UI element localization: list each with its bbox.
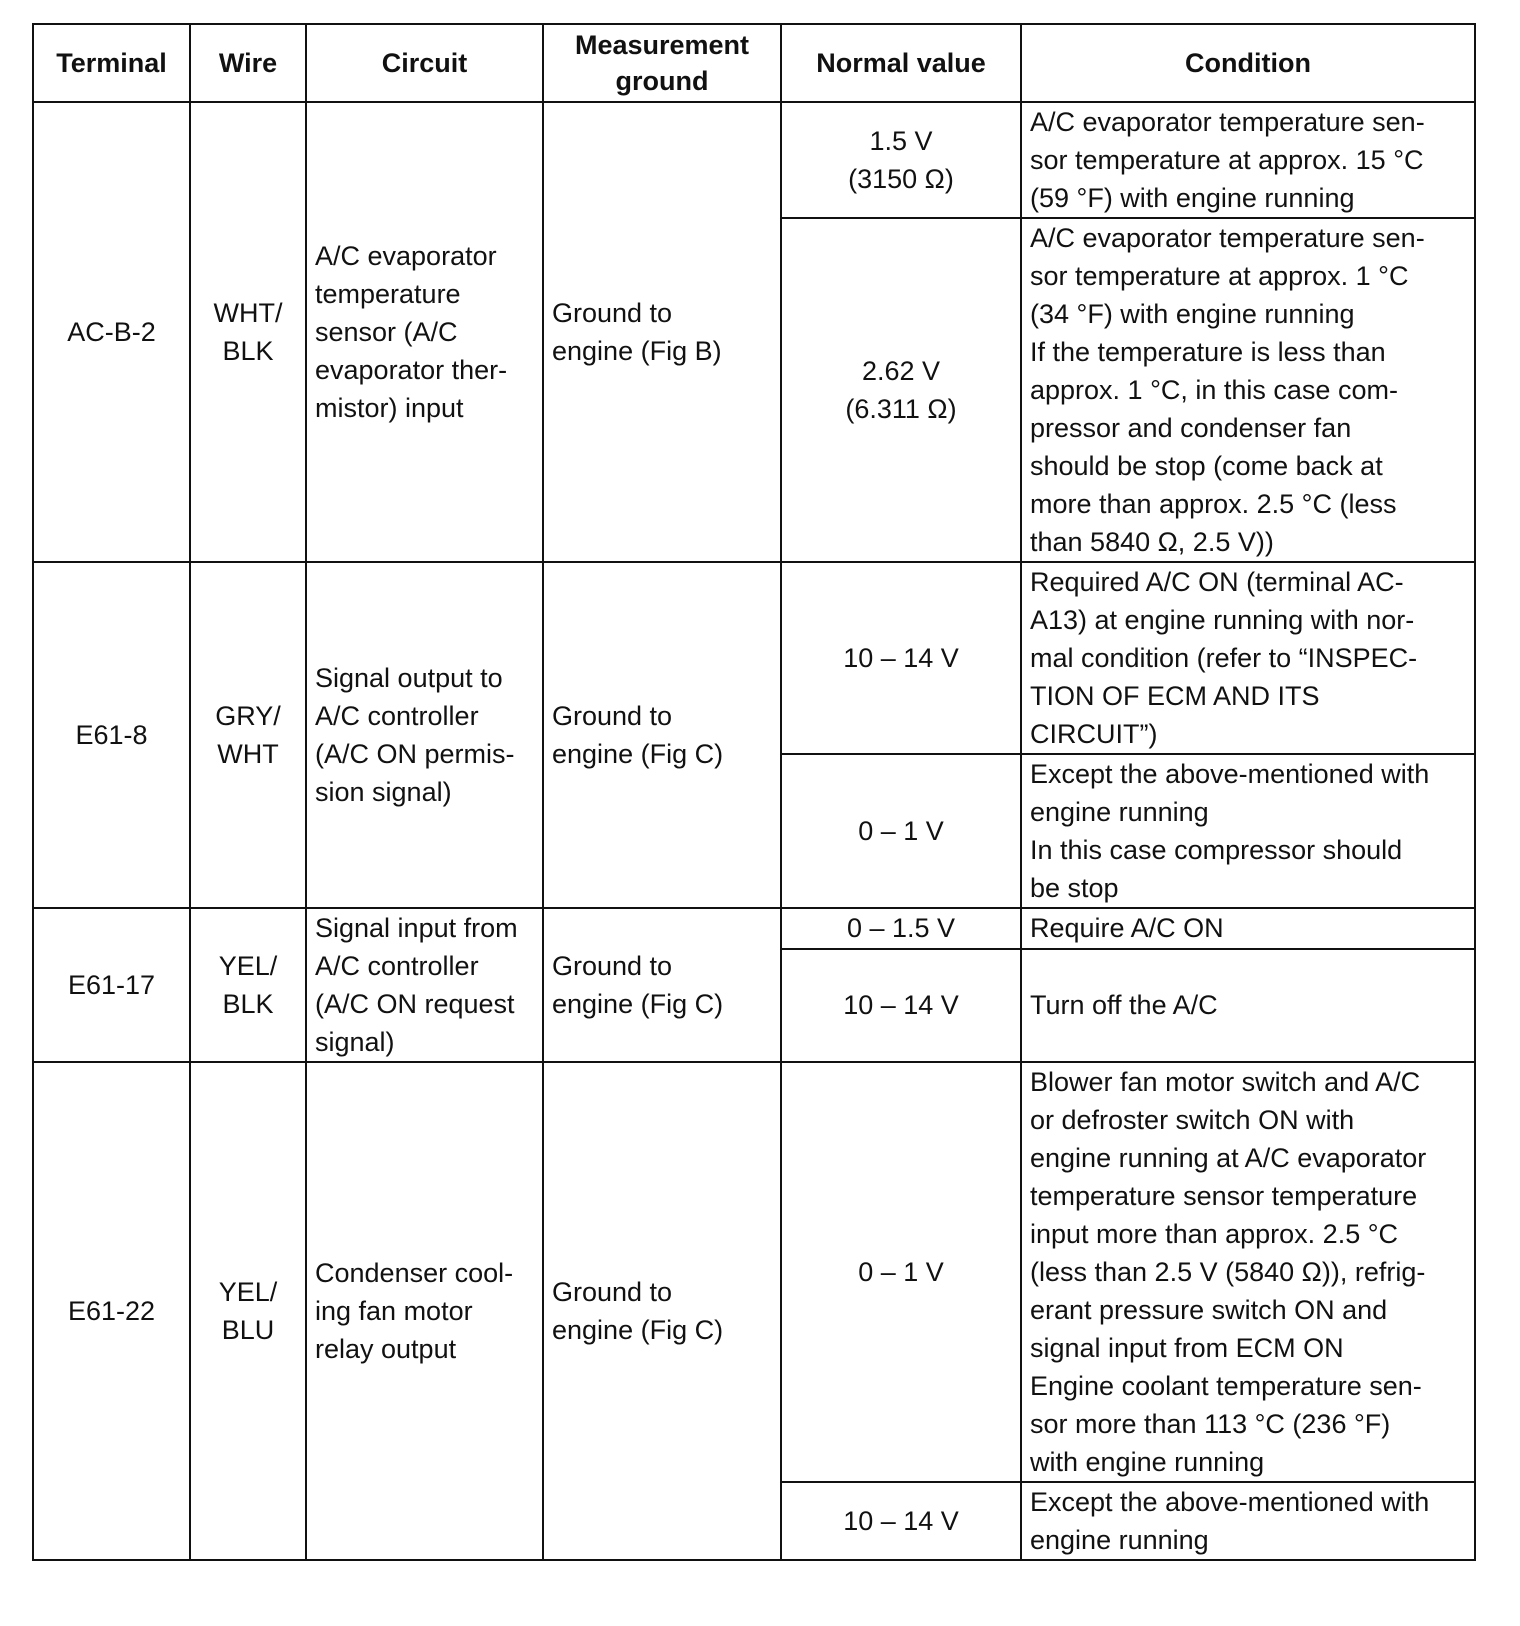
header-circuit: Circuit	[306, 24, 543, 102]
wire-cell: WHT/ BLK	[190, 102, 306, 562]
condition-cell: Turn off the A/C	[1021, 949, 1475, 1062]
circuit-cell: Condenser cool- ing fan motor relay output	[306, 1062, 543, 1560]
ground-cell: Ground to engine (Fig C)	[543, 908, 781, 1062]
circuit-cell: A/C evaporator temperature sensor (A/C evaporator ther- mistor) input	[306, 102, 543, 562]
table-row	[33, 562, 1475, 754]
header-normal-value: Normal value	[781, 24, 1021, 102]
circuit-cell: Signal input from A/C controller (A/C ON request signal)	[306, 908, 543, 1062]
value-cell: 10 – 14 V	[781, 562, 1021, 754]
header-terminal: Terminal	[33, 24, 190, 102]
value-cell: 2.62 V (6.311 Ω)	[781, 218, 1021, 562]
value-cell: 10 – 14 V	[781, 949, 1021, 1062]
wire-cell: YEL/ BLU	[190, 1062, 306, 1560]
table-row	[33, 1062, 1475, 1482]
terminal-cell: E61-8	[33, 562, 190, 908]
wire-cell: GRY/ WHT	[190, 562, 306, 908]
condition-cell: Blower fan motor switch and A/C or defroster switch ON with engine running at A/C evaporator temperature sensor temperature input more than approx. 2.5 °C (less than 2.5 V (5840 Ω)), refrig- erant pressure switch ON and signal input from ECM ON Engine coolant temperature sen- sor more than 113 °C (236 °F) with engine running	[1021, 1062, 1475, 1482]
wire-cell: YEL/ BLK	[190, 908, 306, 1062]
header-condition: Condition	[1021, 24, 1475, 102]
ground-cell: Ground to engine (Fig C)	[543, 562, 781, 908]
value-cell: 0 – 1.5 V	[781, 908, 1021, 949]
header-measurement-ground: Measurement ground	[543, 24, 781, 102]
table-row	[33, 102, 1475, 218]
terminal-spec-table	[32, 23, 1476, 1561]
condition-cell: Required A/C ON (terminal AC- A13) at engine running with nor- mal condition (refer to “INSPEC- TION OF ECM AND ITS CIRCUIT”)	[1021, 562, 1475, 754]
ground-cell: Ground to engine (Fig C)	[543, 1062, 781, 1560]
terminal-cell: E61-17	[33, 908, 190, 1062]
circuit-cell: Signal output to A/C controller (A/C ON permis- sion signal)	[306, 562, 543, 908]
condition-cell: A/C evaporator temperature sen- sor temperature at approx. 15 °C (59 °F) with engine running	[1021, 102, 1475, 218]
value-cell: 10 – 14 V	[781, 1482, 1021, 1560]
ground-cell: Ground to engine (Fig B)	[543, 102, 781, 562]
table-row	[33, 908, 1475, 949]
value-cell: 1.5 V (3150 Ω)	[781, 102, 1021, 218]
terminal-cell: E61-22	[33, 1062, 190, 1560]
value-cell: 0 – 1 V	[781, 1062, 1021, 1482]
condition-cell: Require A/C ON	[1021, 908, 1475, 949]
condition-cell: A/C evaporator temperature sen- sor temperature at approx. 1 °C (34 °F) with engine running If the temperature is less than approx. 1 °C, in this case com- pressor and condenser fan should be stop (come back at more than approx. 2.5 °C (less than 5840 Ω, 2.5 V))	[1021, 218, 1475, 562]
header-wire: Wire	[190, 24, 306, 102]
terminal-cell: AC-B-2	[33, 102, 190, 562]
condition-cell: Except the above-mentioned with engine running In this case compressor should be stop	[1021, 754, 1475, 908]
value-cell: 0 – 1 V	[781, 754, 1021, 908]
header-row	[33, 24, 1475, 102]
condition-cell: Except the above-mentioned with engine running	[1021, 1482, 1475, 1560]
